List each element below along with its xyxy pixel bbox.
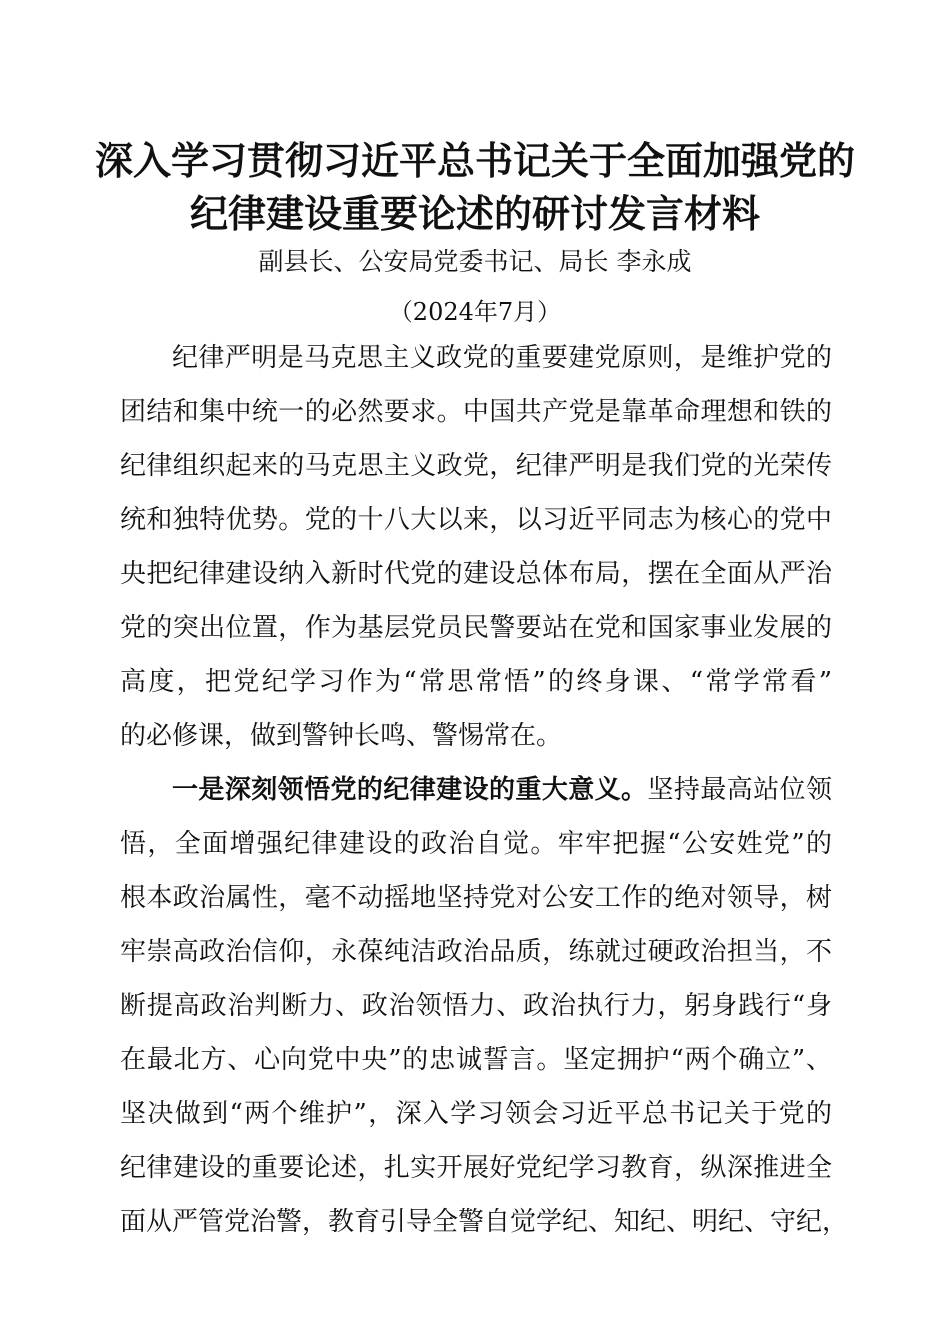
paragraph2-line: 根本政治属性，毫不动摇地坚持党对公安工作的绝对领导，树 [120, 883, 832, 913]
paragraph1-line: 央把纪律建设纳入新时代党的建设总体布局，摆在全面从严治 [120, 559, 832, 589]
paragraph2-line: 面从严管党治警，教育引导全警自觉学纪、知纪、明纪、守纪， [120, 1207, 849, 1237]
paragraph2-line: 悟，全面增强纪律建设的政治自觉。牢牢把握“公安姓党”的 [120, 829, 832, 859]
paragraph1-line: 统和独特优势。党的十八大以来，以习近平同志为核心的党中 [120, 505, 832, 535]
paragraph2-heading: 一是深刻领悟党的纪律建设的重大意义。 [172, 775, 648, 805]
title-line-1: 深入学习贯彻习近平总书记关于全面加强党的 [94, 138, 855, 183]
paragraph2-line: 在最北方、心向党中央”的忠诚誓言。坚定拥护“两个确立”、 [120, 1045, 832, 1075]
paragraph1-line: 的必修课，做到警钟长鸣、警惕常在。 [120, 721, 563, 751]
author-byline: 副县长、公安局党委书记、局长 李永成 [258, 247, 692, 276]
paragraph2-line: 断提高政治判断力、政治领悟力、政治执行力，躬身践行“身 [120, 991, 832, 1021]
title-line-2: 纪律建设重要论述的研讨发言材料 [189, 191, 760, 236]
paragraph1-line: 团结和集中统一的必然要求。中国共产党是靠革命理想和铁的 [120, 397, 832, 427]
paragraph2-first-line-text: 坚持最高站位领 [647, 775, 832, 805]
paragraph2-line: 牢崇高政治信仰，永葆纯洁政治品质，练就过硬政治担当，不 [120, 937, 832, 967]
paragraph1-line: 党的突出位置，作为基层党员民警要站在党和国家事业发展的 [120, 613, 832, 643]
paragraph2-first-line [120, 770, 832, 810]
document-date: （2024年7月） [388, 298, 562, 326]
paragraph2-line: 纪律建设的重要论述，扎实开展好党纪学习教育，纵深推进全 [120, 1153, 832, 1183]
paragraph1-line: 高度，把党纪学习作为“常思常悟”的终身课、“常学常看” [120, 667, 832, 697]
paragraph1-line: 纪律严明是马克思主义政党的重要建党原则，是维护党的 [172, 343, 832, 373]
paragraph2-line: 坚决做到“两个维护”，深入学习领会习近平总书记关于党的 [120, 1099, 832, 1129]
paragraph1-line: 纪律组织起来的马克思主义政党，纪律严明是我们党的光荣传 [120, 451, 832, 481]
